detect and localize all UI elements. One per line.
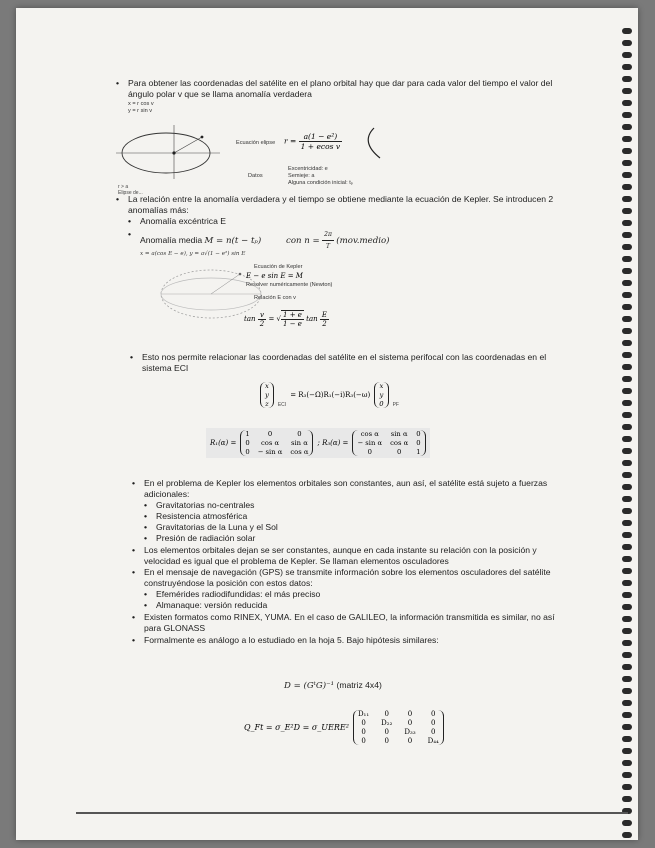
notebook-spiral [620, 28, 634, 828]
section-kepler [116, 194, 564, 252]
pf-vector: x y 0 [374, 382, 388, 408]
eci-vector: x y z [260, 382, 274, 408]
datos-list: Excentricidad: e Semieje: a Alguna condición inicial: tₚ [288, 166, 354, 186]
sub-mean-anomaly: • Anomalía media M = n(t − tₚ) con n = $\frac{2\pi}{T}$ (mov.medio) [116, 229, 564, 252]
rotation-matrices: R₁(α) = 1 0 0 0 cos α sin α 0 − sin α cos α ; R₃(α) = cos α sin α 0 − sin α cos α 0 0 0 1 [206, 428, 430, 458]
sub-force-4: • Presión de radiación solar [132, 533, 566, 544]
formula-y: y = r sin v [128, 108, 153, 114]
section-true-anomaly [116, 78, 556, 115]
d-equation: D = (GᵗG)⁻¹ (matriz 4x4) [284, 680, 382, 691]
sub-almanac: • Almanaque: versión reducida [132, 600, 566, 611]
bullet-osculating: • Los elementos orbitales dejan se ser constantes, aunque en cada instante su relación con la posición y velocidad es igual que el problema de Kepler. Se llaman elementos osculadores [132, 545, 566, 567]
q-equation: Q_Ft = σ_E²D = σ_UERE² D₁₁ 0 0 0 0 D₂₂ 0 0 0 0 D₃₃ 0 0 0 0 D₄₄ [244, 710, 444, 745]
relation-label: Relación E con v [254, 295, 296, 301]
kepler-newton-note: Resolver numéricamente (Newton) [246, 282, 333, 288]
bullet-formats: • Existen formatos como RINEX, YUMA. En el caso de GALILEO, la información transmitida es similar, no así para GLONASS [132, 612, 566, 634]
sub-force-3: • Gravitatorias de la Luna y el Sol [132, 522, 566, 533]
r3-matrix: cos α sin α 0 − sin α cos α 0 0 0 1 [352, 430, 425, 456]
sub-force-1: • Gravitatorias no-centrales [132, 500, 566, 511]
coord-formula: x = a(cos E − e), y = a√(1 − e²) sin E [140, 251, 246, 257]
sub-force-2: • Resistencia atmosférica [132, 511, 566, 522]
kepler-eq-label: Ecuación de Kepler [254, 264, 303, 270]
formula-x: x = r cos v [128, 101, 154, 107]
fig-caption: Elipse de... [118, 190, 143, 196]
bullet-nav-message: • En el mensaje de navegación (GPS) se transmite información sobre los elementos osculadores del satélite construyéndose la posición con estos datos: [132, 567, 566, 589]
bullet-kepler-forces: • En el problema de Kepler los elementos orbitales son constantes, aun así, el satélite está sujeto a fuerzas adicionales: [132, 478, 566, 500]
datos-label: Datos [248, 173, 263, 179]
section-osculating [132, 478, 566, 646]
sub-eccentric-anomaly: • Anomalía excéntrica E [116, 216, 564, 227]
bullet-eci: • Esto nos permite relacionar las coordenadas del satélite en el sistema perifocal con las coordenadas en el sistema ECI [130, 352, 564, 374]
bullet-analogous: • Formalmente es análogo a lo estudiado en la hoja 5. Bajo hipótesis similares: [132, 635, 566, 646]
section-eci [130, 352, 564, 374]
bullet-kepler: • La relación entre la anomalía verdadera y el tiempo se obtiene mediante la ecuación de Kepler. Se introducen 2 anomalías más: [116, 194, 564, 216]
relation-equation: tan $\frac{v}{2}$ = √ $\frac{1 + e}{1 - e}$ tan $\frac{E}{2}$ [244, 310, 328, 328]
ellipse-diagram [116, 123, 226, 183]
notebook-page [16, 8, 638, 840]
eci-rotation-equation: x y z ECI = R₃(−Ω)R₁(−i)R₃(−ω) x y 0 PF [260, 382, 399, 408]
r1-matrix: 1 0 0 0 cos α sin α 0 − sin α cos α [240, 430, 313, 456]
ellipse-eq-label: Ecuación elipse [236, 140, 276, 146]
d-matrix: D₁₁ 0 0 0 0 D₂₂ 0 0 0 0 D₃₃ 0 0 0 0 D₄₄ [353, 710, 444, 745]
page-bottom-edge [76, 812, 628, 814]
bullet-true-anomaly: • Para obtener las coordenadas del satélite en el plano orbital hay que dar para cada valor del tiempo el valor del ángulo polar v que se llama anomalía verdadera [116, 78, 556, 100]
arc-sketch-icon [356, 126, 386, 162]
sub-ephemeris: • Efemérides radiodifundidas: el más preciso [132, 589, 566, 600]
fig-r-label: r > a [118, 184, 129, 190]
ellipse-equation: r = $\frac{\text{a(1 − e²)}}{\text{1 + ecos v}}$ [284, 132, 341, 151]
kepler-equation: E − e sin E = M [246, 272, 303, 280]
